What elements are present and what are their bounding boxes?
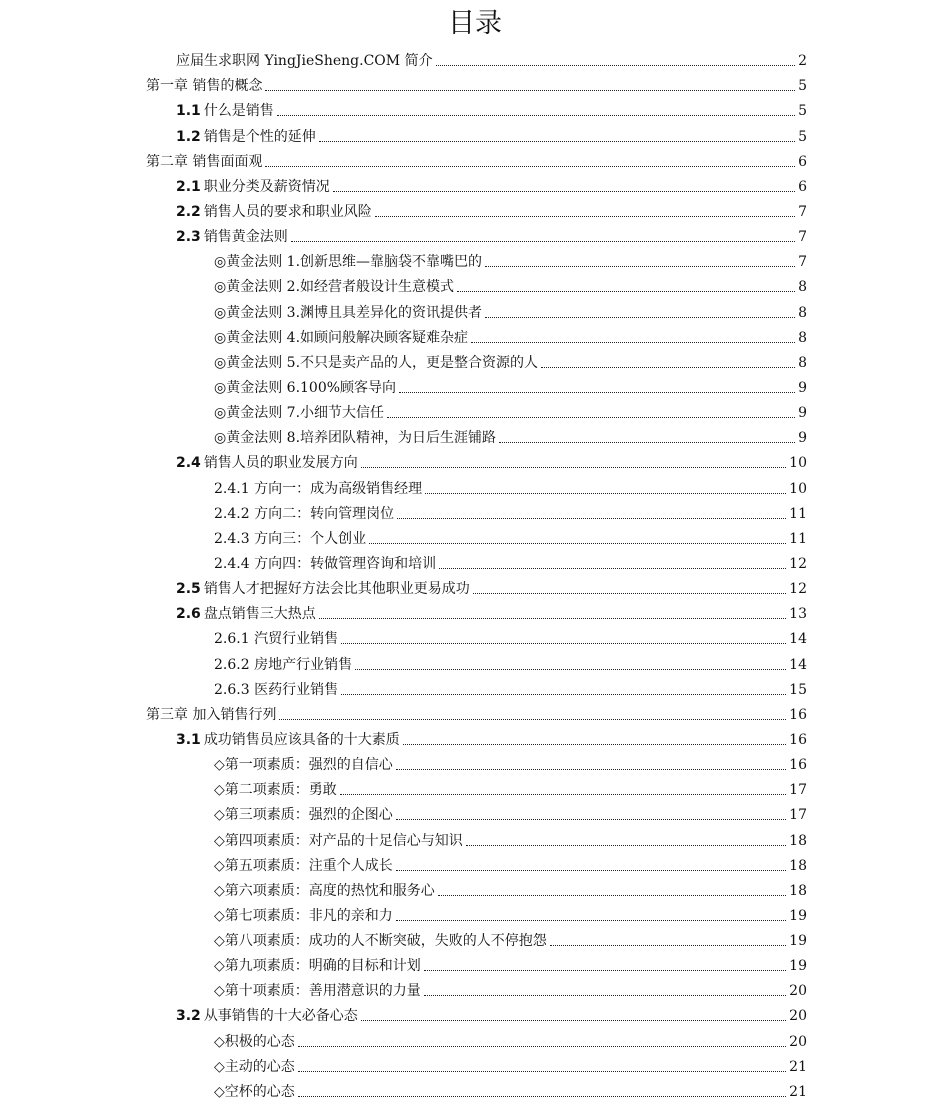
- dot-leader: [319, 141, 795, 142]
- dot-leader: [291, 241, 795, 242]
- toc-entry-page-number: 8: [798, 329, 807, 346]
- toc-entry-text: ◇第九项素质：明确的目标和计划: [214, 958, 421, 975]
- toc-entry[interactable]: [0, 73, 950, 98]
- toc-entry-title: [214, 781, 337, 799]
- toc-entry-page-number: 12: [789, 581, 807, 598]
- toc-entry-page-number: 5: [798, 128, 807, 145]
- toc-entry-text: 2.6.3 医药行业销售: [214, 681, 339, 698]
- toc-entry-page-number: 19: [789, 907, 807, 924]
- dot-leader: [387, 417, 795, 418]
- toc-entry-page-number: 19: [789, 933, 807, 950]
- toc-entry-text: 第三章 加入销售行列: [146, 706, 277, 723]
- toc-entry-page-number: 18: [789, 857, 807, 874]
- toc-entry[interactable]: [0, 1054, 950, 1079]
- toc-entry[interactable]: [0, 878, 950, 903]
- toc-entry-number: 2.1: [176, 178, 201, 195]
- toc-entry-title: [214, 656, 352, 674]
- dot-leader: [439, 568, 786, 569]
- dot-leader: [424, 995, 786, 996]
- toc-entry[interactable]: [0, 299, 950, 324]
- toc-entry-page-number: 21: [789, 1058, 807, 1075]
- toc-entry[interactable]: [0, 48, 950, 73]
- toc-entry-page-number: 10: [789, 455, 807, 472]
- toc-entry-text: ◎黄金法则 1.创新思维—靠脑袋不靠嘴巴的: [214, 254, 483, 271]
- toc-entry[interactable]: [0, 123, 950, 148]
- toc-entry-title: [214, 932, 547, 950]
- toc-entry-number: 1.2: [176, 128, 201, 145]
- dot-leader: [369, 543, 786, 544]
- dot-leader: [265, 166, 795, 167]
- toc-entry-title: [146, 153, 262, 171]
- toc-entry-title: [176, 228, 288, 246]
- toc-entry-title: [214, 832, 463, 850]
- toc-entry-text: 2.4.2 方向二：转向管理岗位: [214, 505, 395, 522]
- toc-entry-text: ◇第八项素质：成功的人不断突破，失败的人不停抱怨: [214, 933, 547, 950]
- toc-entry[interactable]: [0, 425, 950, 450]
- toc-entry-title: [176, 102, 274, 120]
- toc-entry[interactable]: [0, 1003, 950, 1028]
- toc-entry-page-number: 6: [798, 153, 807, 170]
- dot-leader: [361, 1020, 786, 1021]
- toc-entry[interactable]: [0, 651, 950, 676]
- toc-entry-page-number: 20: [789, 983, 807, 1000]
- toc-entry-title: [214, 329, 468, 347]
- toc-entry-title: [214, 480, 422, 498]
- toc-entry-text: ◇主动的心态: [214, 1058, 295, 1075]
- toc-entry[interactable]: [0, 149, 950, 174]
- toc-entry-number: 2.6: [176, 606, 201, 623]
- toc-entry[interactable]: [0, 928, 950, 953]
- toc-entry-text: 销售是个性的延伸: [203, 128, 316, 145]
- toc-entry-title: [214, 1033, 295, 1051]
- toc-entry-text: 第二章 销售面面观: [146, 153, 263, 170]
- toc-entry-title: [176, 1007, 358, 1025]
- toc-entry-text: ◎黄金法则 5.不只是卖产品的人，更是整合资源的人: [214, 354, 539, 371]
- toc-entry-page-number: 16: [789, 731, 807, 748]
- toc-entry[interactable]: [0, 526, 950, 551]
- dot-leader: [396, 870, 786, 871]
- toc-entry-title: [214, 404, 384, 422]
- toc-entry-text: ◎黄金法则 2.如经营者般设计生意模式: [214, 279, 455, 296]
- toc-entry[interactable]: [0, 1028, 950, 1053]
- toc-entry-text: ◇第七项素质：非凡的亲和力: [214, 907, 393, 924]
- dot-leader: [425, 493, 786, 494]
- toc-entry-text: 成功销售员应该具备的十大素质: [203, 731, 400, 748]
- dot-leader: [403, 744, 786, 745]
- toc-entry[interactable]: [0, 224, 950, 249]
- dot-leader: [424, 970, 786, 971]
- toc-entry-text: ◇第二项素质：勇敢: [214, 782, 337, 799]
- dot-leader: [298, 1071, 786, 1072]
- toc-entry-title: [214, 882, 435, 900]
- toc-entry-page-number: 16: [789, 757, 807, 774]
- toc-entry-text: ◎黄金法则 6.100%顾客导向: [214, 379, 397, 396]
- toc-entry-title: [146, 77, 262, 95]
- toc-entry-text: ◇第六项素质：高度的热忱和服务心: [214, 882, 435, 899]
- toc-entry-page-number: 5: [798, 78, 807, 95]
- dot-leader: [333, 191, 795, 192]
- toc-entry[interactable]: [0, 501, 950, 526]
- toc-entry-number: 2.2: [176, 203, 201, 220]
- toc-entry-text: 什么是销售: [203, 103, 274, 120]
- dot-leader: [473, 593, 786, 594]
- toc-entry-title: [176, 454, 358, 472]
- dot-leader: [375, 216, 795, 217]
- toc-entry-text: ◇第一项素质：强烈的自信心: [214, 757, 393, 774]
- toc-entry-title: [214, 1083, 295, 1101]
- toc-entry-title: [214, 806, 393, 824]
- dot-leader: [341, 643, 786, 644]
- toc-entry-text: ◇空杯的心态: [214, 1083, 295, 1100]
- toc-entry-number: 2.4: [176, 455, 201, 472]
- toc-entry-page-number: 7: [798, 203, 807, 220]
- toc-entry-title: [176, 52, 433, 70]
- toc-entry[interactable]: [0, 601, 950, 626]
- toc-entry-text: 2.4.3 方向三：个人创业: [214, 530, 367, 547]
- toc-entry[interactable]: [0, 375, 950, 400]
- toc-entry-title: [214, 756, 393, 774]
- dot-leader: [457, 291, 795, 292]
- toc-entry-text: 销售黄金法则: [203, 229, 288, 246]
- page-title: 目录: [448, 8, 502, 39]
- toc-entry-page-number: 7: [798, 229, 807, 246]
- dot-leader: [438, 895, 786, 896]
- toc-entry-text: 应届生求职网 YingJieSheng.COM 简介: [176, 53, 433, 70]
- toc-entry-text: 职业分类及薪资情况: [203, 178, 330, 195]
- toc-entry-page-number: 20: [789, 1008, 807, 1025]
- toc-entry-page-number: 9: [798, 405, 807, 422]
- dot-leader: [485, 266, 795, 267]
- toc-entry-text: ◇第四项素质：对产品的十足信心与知识: [214, 832, 463, 849]
- toc-entry-number: 3.1: [176, 731, 201, 748]
- dot-leader: [499, 442, 795, 443]
- toc-entry[interactable]: [0, 274, 950, 299]
- toc-entry-title: [214, 681, 338, 699]
- dot-leader: [436, 65, 796, 66]
- toc-entry[interactable]: [0, 98, 950, 123]
- toc-entry[interactable]: [0, 978, 950, 1003]
- toc-entry-text: ◎黄金法则 7.小细节大信任: [214, 405, 385, 422]
- toc-entry-title: [214, 253, 482, 271]
- toc-entry-page-number: 19: [789, 958, 807, 975]
- dot-leader: [550, 945, 786, 946]
- toc-entry-page-number: 6: [798, 178, 807, 195]
- dot-leader: [355, 669, 786, 670]
- toc-entry-page-number: 11: [789, 530, 807, 547]
- toc-entry-number: 2.3: [176, 229, 201, 246]
- toc-entry-page-number: 13: [789, 606, 807, 623]
- toc-entry-title: [214, 505, 394, 523]
- toc-entry-page-number: 7: [798, 254, 807, 271]
- toc-entry-page-number: 14: [789, 631, 807, 648]
- toc-entry[interactable]: [0, 827, 950, 852]
- toc-entry-title: [214, 354, 538, 372]
- toc-entry[interactable]: [0, 249, 950, 274]
- toc-entry-number: 2.5: [176, 581, 201, 598]
- dot-leader: [399, 392, 795, 393]
- toc-entry[interactable]: [0, 777, 950, 802]
- toc-entry-text: 2.6.1 汽贸行业销售: [214, 631, 339, 648]
- toc-entry-title: [176, 178, 330, 196]
- toc-entry-text: ◇第三项素质：强烈的企图心: [214, 807, 393, 824]
- toc-entry-text: 盘点销售三大热点: [203, 606, 316, 623]
- toc-entry-title: [214, 907, 393, 925]
- toc-entry-title: [214, 304, 482, 322]
- toc-entry-page-number: 16: [789, 706, 807, 723]
- toc-entry[interactable]: [0, 677, 950, 702]
- toc-entry[interactable]: [0, 1079, 950, 1104]
- toc-entry-title: [214, 982, 421, 1000]
- toc-entry[interactable]: [0, 325, 950, 350]
- toc-entry-text: 2.4.4 方向四：转做管理咨询和培训: [214, 555, 437, 572]
- dot-leader: [396, 920, 786, 921]
- toc-entry-page-number: 12: [789, 555, 807, 572]
- toc-entry[interactable]: [0, 400, 950, 425]
- toc-entry-title: [176, 203, 372, 221]
- toc-entry[interactable]: [0, 551, 950, 576]
- dot-leader: [319, 618, 786, 619]
- toc-entry[interactable]: [0, 953, 950, 978]
- toc-entry-title: [214, 630, 338, 648]
- toc-entry-text: 第一章 销售的概念: [146, 78, 263, 95]
- toc-entry-text: 2.4.1 方向一：成为高级销售经理: [214, 480, 423, 497]
- toc-entry[interactable]: [0, 199, 950, 224]
- toc-entry[interactable]: [0, 350, 950, 375]
- toc-entry-page-number: 2: [798, 53, 807, 70]
- toc-entry-page-number: 17: [789, 782, 807, 799]
- toc-entry-number: 3.2: [176, 1008, 201, 1025]
- toc-entry-title: [214, 1058, 295, 1076]
- dot-leader: [298, 1096, 786, 1097]
- toc-entry-page-number: 11: [789, 505, 807, 522]
- dot-leader: [485, 317, 795, 318]
- toc-entry[interactable]: [0, 626, 950, 651]
- dot-leader: [471, 342, 795, 343]
- dot-leader: [396, 819, 786, 820]
- toc-entry[interactable]: [0, 174, 950, 199]
- toc-entry-text: 从事销售的十大必备心态: [203, 1008, 358, 1025]
- toc-entry-text: 销售人员的要求和职业风险: [203, 203, 372, 220]
- toc-entry-page-number: 15: [789, 681, 807, 698]
- toc-entry-title: [146, 706, 276, 724]
- dot-leader: [541, 367, 795, 368]
- toc-entry-text: 销售人才把握好方法会比其他职业更易成功: [203, 581, 470, 598]
- toc-entry-text: 2.6.2 房地产行业销售: [214, 656, 353, 673]
- toc-entry-page-number: 9: [798, 379, 807, 396]
- dot-leader: [298, 1046, 786, 1047]
- toc-entry-number: 1.1: [176, 103, 201, 120]
- toc-entry[interactable]: [0, 903, 950, 928]
- toc-entry-title: [214, 278, 454, 296]
- toc-entry-page-number: 9: [798, 430, 807, 447]
- toc-entry-title: [176, 731, 400, 749]
- toc-entry-title: [176, 605, 316, 623]
- toc-entry[interactable]: [0, 702, 950, 727]
- toc-entry[interactable]: [0, 853, 950, 878]
- toc-entry[interactable]: [0, 475, 950, 500]
- toc-entry-page-number: 17: [789, 807, 807, 824]
- toc-entry-page-number: 8: [798, 354, 807, 371]
- toc-entry-title: [176, 580, 470, 598]
- toc-entry-page-number: 20: [789, 1033, 807, 1050]
- toc-entry-title: [214, 857, 393, 875]
- toc-entry-text: ◇第十项素质：善用潜意识的力量: [214, 983, 421, 1000]
- dot-leader: [396, 769, 786, 770]
- toc-entry-text: ◎黄金法则 3.渊博且具差异化的资讯提供者: [214, 304, 483, 321]
- toc-entry-page-number: 14: [789, 656, 807, 673]
- dot-leader: [466, 845, 786, 846]
- toc-entry-title: [214, 379, 396, 397]
- toc-entry[interactable]: [0, 576, 950, 601]
- toc-entry-text: 销售人员的职业发展方向: [203, 455, 358, 472]
- toc-entry-text: ◇积极的心态: [214, 1033, 295, 1050]
- dot-leader: [340, 794, 786, 795]
- toc-entry[interactable]: [0, 752, 950, 777]
- toc-entry-page-number: 8: [798, 279, 807, 296]
- toc-entry-page-number: 8: [798, 304, 807, 321]
- toc-entry[interactable]: [0, 727, 950, 752]
- toc-entry-title: [176, 128, 316, 146]
- toc-entry[interactable]: [0, 450, 950, 475]
- toc-entry-title: [214, 555, 436, 573]
- dot-leader: [265, 90, 795, 91]
- dot-leader: [341, 694, 786, 695]
- toc-entry-page-number: 18: [789, 882, 807, 899]
- dot-leader: [279, 719, 786, 720]
- toc-entry-page-number: 18: [789, 832, 807, 849]
- toc-entry-page-number: 5: [798, 103, 807, 120]
- toc-entry-page-number: 10: [789, 480, 807, 497]
- toc-list: [0, 48, 950, 1104]
- toc-entry-text: ◎黄金法则 4.如顾问般解决顾客疑难杂症: [214, 329, 469, 346]
- toc-entry-text: ◎黄金法则 8.培养团队精神，为日后生涯铺路: [214, 430, 497, 447]
- dot-leader: [361, 467, 786, 468]
- dot-leader: [277, 115, 795, 116]
- toc-entry[interactable]: [0, 802, 950, 827]
- toc-entry-title: [214, 530, 366, 548]
- toc-entry-page-number: 21: [789, 1083, 807, 1100]
- dot-leader: [397, 518, 786, 519]
- toc-entry-title: [214, 429, 496, 447]
- toc-entry-title: [214, 957, 421, 975]
- toc-entry-text: ◇第五项素质：注重个人成长: [214, 857, 393, 874]
